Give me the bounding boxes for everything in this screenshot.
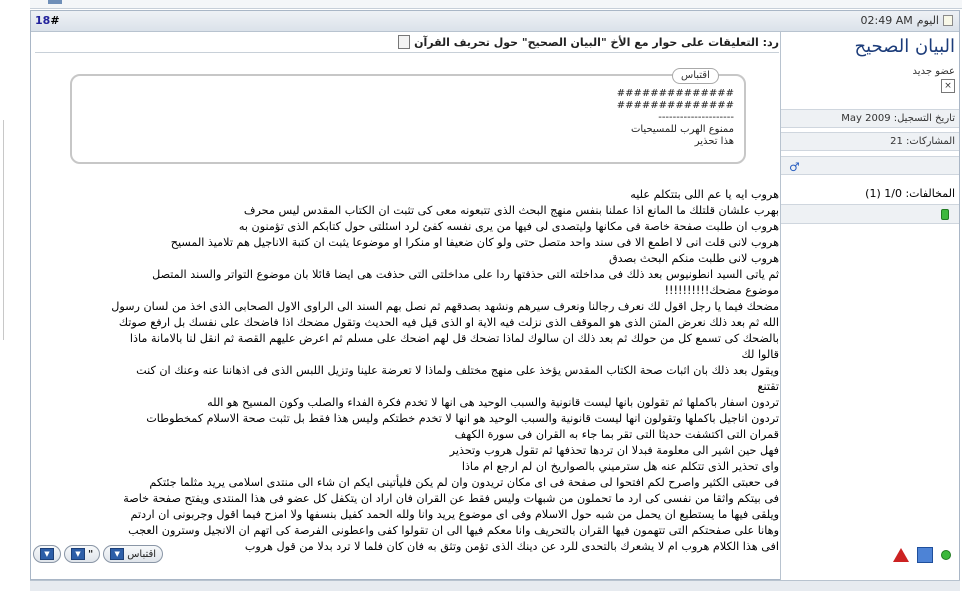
body-line: ثم ياتى السيد انطونيوس بعد ذلك فى مداخلته التى حذفتها ردا على مداخلتى التى حذفت هى ايضا قائلا بان موضوع التواتر والسند المتصل: [152, 268, 779, 281]
quote-line: ##############: [616, 88, 734, 99]
post-date: [861, 14, 953, 27]
post-header: [31, 11, 959, 32]
left-edge-fragment: [0, 120, 4, 340]
gender-row: [781, 156, 959, 175]
quick-reply-mark: ": [88, 548, 94, 560]
body-line: بهرب علشان قلتلك ما المانع اذا عملنا بنفس منهج البحث الذى تتبعونه معى كى تثبت ان الكتاب المقدس ليس محرف: [243, 204, 779, 217]
body-line: الله ثم بعد ذلك نعرض المتن الذى هو الموقف الذى نزلت فيه الاية او الذى قيل فيه الحديث وتقول مضحك اذا فاضحك على نفسك بل ارفع صوتك: [118, 316, 779, 329]
top-strip-mark: [48, 0, 62, 4]
body-line: تردون اناجيل باكملها وتقولون انها ليست قانونية والسبب الوحيد هو انها لا تخدم خطتكم وليس هذا فقط بل تثبت صحة الاسلام كمخطوطات: [146, 412, 779, 425]
body-line: ويلقى فيها ما يستطيع ان يحمل من شبه حول الاسلام وفى اى موضوع يريد وانا ولله الحمد كفيل بنسفها ولا امزح فيما اقول وجربونى ان اردتم: [130, 508, 779, 521]
online-icon: [941, 550, 951, 560]
top-strip: [30, 0, 962, 9]
infractions: المخالفات: 1/0 (1): [865, 187, 955, 200]
user-status-icon: ×: [941, 79, 955, 93]
quote-line: ##############: [616, 100, 734, 111]
body-line: مضحك فيما يا رجل اقول لك نعرف رجالنا ونعرف سيرهم ونشهد بصدقهم ثم نصل بهم السند الى الراوى الاول الصحابى الذى اخذ من لسان رسول: [111, 300, 779, 313]
post-number-link[interactable]: 18: [35, 14, 51, 27]
post-date-label: اليوم: [916, 14, 939, 27]
ip-icon[interactable]: [917, 547, 933, 563]
quote-content: [617, 88, 734, 148]
quote-line: ---------------------: [658, 112, 734, 123]
male-icon: ♂: [789, 160, 800, 174]
title-divider: [35, 52, 779, 53]
quote-button-label: اقتباس: [127, 548, 157, 560]
body-line: تقتنع: [757, 380, 779, 393]
body-line: قمران التى اكتشفت حديثا التى تقر بما جاء به القران فى سورة الكهف: [454, 428, 779, 441]
post-time: 02:49 AM: [860, 14, 913, 27]
body-line: ويقول بعد ذلك بان اثبات صحة الكتاب المقدس يؤخذ على منهج مختلف ولماذا لا تعرضة علينا وتزيل اللبس الذى فى اذهاننا عنه وعنك ان كنت: [136, 364, 779, 377]
post-number-hash: #: [50, 14, 60, 27]
body-line: تردون اسفار باكملها ثم تقولون بانها ليست قانونية والسبب الوحيد هى انها لا تخدم فكرة الفداء والصلب وكون المسيح هو الله: [207, 396, 779, 409]
body-line: قالوا لك: [741, 348, 779, 361]
quote-icon: ▼: [110, 548, 124, 560]
body-line: هروب لانى طلبت منكم البحث بصدق: [608, 252, 779, 265]
body-line: افى هذا الكلام هروب ام لا يشعرك بالتحدى للرد عن دينك الذى تؤمن وتثق به فان كان فلما لا ترد بدلا من قول هروب: [244, 540, 779, 553]
quote-button[interactable]: [103, 545, 163, 563]
message-title: [398, 35, 779, 49]
quote-line: ممنوع الهرب للمسيحيات: [630, 124, 734, 135]
body-line: موضوع مضحك!!!!!!!!!!: [664, 284, 779, 297]
online-status-icon: [941, 209, 949, 220]
multi-quote-icon: ▼: [40, 548, 54, 560]
multi-quote-button[interactable]: [33, 545, 61, 563]
body-line: فهل حين اشير الى معلومة فبدلا ان تردها تحذفها ثم تقول هروب وتحذير: [449, 444, 779, 457]
message-title-text: رد: التعليقات على حوار مع الأخ "البيان الصحيح" حول تحريف القرآن: [414, 35, 779, 49]
message-area: [35, 32, 779, 553]
quote-box: [70, 70, 746, 164]
message-body: [35, 187, 779, 555]
body-line: واى تحذير الذى تتكلم عنه هل سترميني بالصواريخ ان لم ارجع ام ماذا: [461, 460, 779, 473]
post-actions: [33, 542, 163, 566]
body-line: هروب لانى قلت انى لا اطمع الا فى سند واحد متصل حتى ولو كان ضعيفا او منكرا او موضوعا يثبت ان كتبة الاناجيل هم تلاميذ المسيح: [170, 236, 779, 249]
user-info-column: [780, 32, 959, 580]
quick-reply-icon: ▼: [71, 548, 85, 560]
body-line: فى بيتكم واثقا من نفسى كى ارد ما تحملون من شبهات وليس فقط عن القران فان اراد ان يتكفل كل عضو فى هذا المنتدى ويفتح صفحة خاصة: [123, 492, 779, 505]
message-doc-icon: [398, 35, 410, 49]
body-line: فى حعبتى الكثير واصرح لكم افتحوا لى صفحة فى اى مكان تريدون وان لم يكن فليأتينى ايكم ان شاء الى منتدى اسلامى يريد مثلما جئتكم: [149, 476, 779, 489]
body-line: وهانا على صفحتكم التى تتهمون فيها القران بالتحريف وانا معكم فيها الى ان تقولوا كفى واعطونى الفرصة كى اتهم ان الانجيل وسترون العجب: [128, 524, 779, 537]
quick-reply-button[interactable]: [64, 545, 100, 563]
quote-label: اقتباس: [672, 68, 719, 84]
body-line: هروب ايه يا عم اللى بتتكلم عليه: [630, 188, 779, 201]
join-date: تاريخ التسجيل: May 2009: [781, 109, 959, 128]
body-line: بالضحك كى تسمع كل من حولك ثم بعد ذلك ان سالوك لماذا تضحك قل لهم اضحك على مسلم ثم اعرض عليهم القصة ثم انقل لنا بالامانة ماذا: [129, 332, 779, 345]
post-container: [30, 10, 960, 580]
post-tools: [893, 547, 951, 563]
bottom-strip: [30, 580, 960, 591]
username-link[interactable]: البيان الصحيح: [854, 36, 955, 57]
user-title: عضو جديد: [912, 66, 955, 77]
post-number[interactable]: [35, 14, 60, 27]
warning-icon[interactable]: [893, 548, 909, 562]
post-count: المشاركات: 21: [781, 132, 959, 151]
post-doc-icon: [943, 15, 953, 26]
body-line: هروب ان طلبت صفحة خاصة فى مكانها وليتصدى لى فيها من يرى نفسه كفئ لرد اسئلتى حول كتابكم الذى تؤمنون به: [238, 220, 779, 233]
quote-line: هذا تحذير: [694, 136, 734, 147]
status-row: [781, 204, 959, 224]
